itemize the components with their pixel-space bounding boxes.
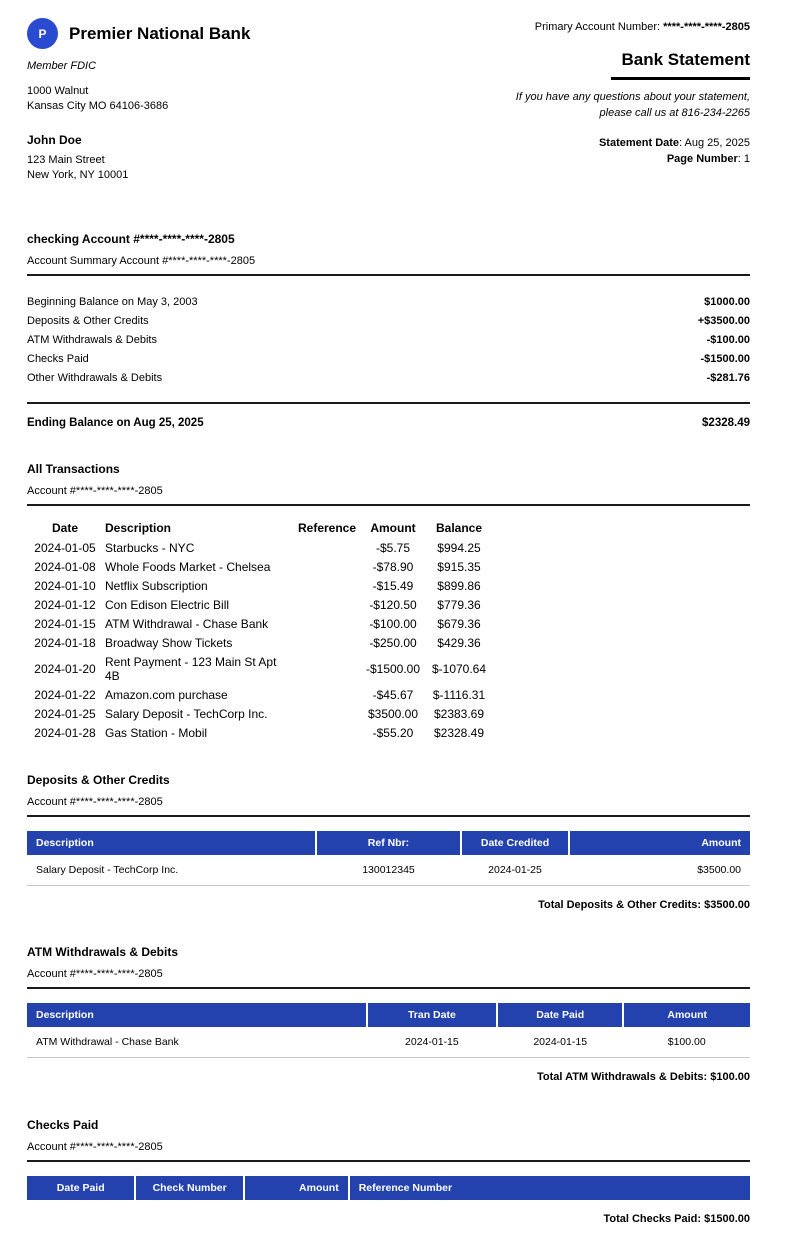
table-header-row: [27, 1003, 750, 1027]
table-row: [27, 368, 750, 387]
questions-line2: please call us at 816-234-2265: [599, 106, 750, 119]
deposits-title: Deposits & Other Credits: [27, 773, 170, 788]
column-header: Tran Date: [367, 1003, 497, 1027]
table-cell: [295, 685, 359, 704]
table-cell: Broadway Show Tickets: [105, 635, 233, 650]
column-header: Amount: [244, 1176, 349, 1200]
member-fdic-label: Member FDIC: [27, 60, 97, 72]
table-row: [27, 652, 491, 685]
table-row: [27, 557, 491, 576]
table-cell: [295, 576, 359, 595]
all-transactions-section: [27, 462, 750, 742]
table-cell: 2024-01-15: [497, 1027, 624, 1058]
table-cell: 2024-01-20: [34, 661, 96, 676]
table-cell: [295, 704, 359, 723]
checks-total: Total Checks Paid: $1500.00: [603, 1213, 750, 1226]
table-row: [27, 292, 750, 311]
table-cell: [295, 614, 359, 633]
column-header: Amount: [623, 1003, 750, 1027]
deposits-section: [27, 773, 750, 911]
table-cell: [295, 652, 359, 685]
table-cell: -$1500.00: [365, 661, 421, 676]
table-cell: Beginning Balance on May 3, 2003: [27, 295, 198, 308]
checks-section: [27, 1118, 750, 1225]
checks-account: Account #****-****-****-2805: [27, 1141, 750, 1162]
table-row: [27, 614, 491, 633]
table-cell: Deposits & Other Credits: [27, 314, 149, 327]
atm-account: Account #****-****-****-2805: [27, 968, 750, 989]
column-header: Balance: [435, 521, 483, 536]
table-cell: [295, 723, 359, 742]
statement-meta: [516, 18, 750, 182]
table-cell: $1000.00: [704, 295, 750, 308]
table-row: [27, 723, 491, 742]
brand-row: [27, 18, 250, 49]
table-row: [27, 1027, 750, 1058]
column-header: Amount: [569, 831, 750, 855]
table-row: [27, 576, 491, 595]
table-row: [27, 349, 750, 368]
table-cell: 2024-01-25: [461, 855, 569, 886]
table-row: [27, 330, 750, 349]
table-cell: 2024-01-08: [34, 559, 96, 574]
table-cell: $2383.69: [433, 706, 485, 721]
table-cell: $100.00: [623, 1027, 750, 1058]
table-cell: 130012345: [316, 855, 461, 886]
table-cell: -$45.67: [372, 687, 414, 702]
ending-balance-label: Ending Balance on Aug 25, 2025: [27, 417, 204, 430]
account-title: checking Account #****-****-****-2805: [27, 232, 235, 247]
table-cell: $429.36: [437, 635, 481, 650]
table-cell: Salary Deposit - TechCorp Inc.: [105, 706, 268, 721]
table-row: [27, 855, 750, 886]
table-cell: $915.35: [437, 559, 481, 574]
table-cell: [295, 557, 359, 576]
table-header-row: [27, 518, 491, 538]
table-row: [27, 633, 491, 652]
table-row: [27, 538, 491, 557]
table-cell: 2024-01-12: [34, 597, 96, 612]
table-cell: -$100.00: [369, 616, 417, 631]
bank-address: [27, 84, 250, 114]
table-cell: ATM Withdrawal - Chase Bank: [27, 1027, 367, 1058]
table-cell: ATM Withdrawal - Chase Bank: [105, 616, 269, 631]
table-header-row: [27, 1176, 750, 1200]
statement-header: [27, 18, 750, 182]
table-cell: Whole Foods Market - Chelsea: [105, 559, 271, 574]
table-cell: ATM Withdrawals & Debits: [27, 333, 157, 346]
table-cell: -$100.00: [706, 333, 750, 346]
statement-date-page: [516, 135, 750, 168]
table-cell: $899.86: [437, 578, 481, 593]
statement-date-value: : Aug 25, 2025: [679, 136, 750, 149]
column-header: Date Credited: [461, 831, 569, 855]
table-cell: 2024-01-15: [34, 616, 96, 631]
table-cell: Gas Station - Mobil: [105, 725, 208, 740]
table-cell: 2024-01-25: [34, 706, 96, 721]
table-cell: $3500.00: [367, 706, 419, 721]
table-row: [27, 685, 491, 704]
table-cell: Salary Deposit - TechCorp Inc.: [27, 855, 316, 886]
column-header: Date Paid: [27, 1176, 135, 1200]
bank-address-line1: 1000 Walnut: [27, 85, 89, 97]
table-cell: 2024-01-15: [367, 1027, 497, 1058]
table-cell: 2024-01-28: [34, 725, 96, 740]
page-number-value: : 1: [737, 153, 750, 166]
atm-section: [27, 945, 750, 1083]
column-header: Amount: [370, 521, 416, 536]
column-header: Reference: [297, 521, 357, 536]
customer-name: John Doe: [27, 132, 82, 147]
column-header: Check Number: [135, 1176, 243, 1200]
column-header: Date Paid: [497, 1003, 624, 1027]
column-header: Description: [105, 521, 172, 536]
table-cell: $3500.00: [569, 855, 750, 886]
primary-account-value: ****-****-****-2805: [663, 21, 750, 33]
account-summary-table: [27, 292, 750, 387]
table-cell: -$15.49: [372, 578, 414, 593]
ending-balance-value: $2328.49: [702, 417, 750, 430]
account-summary-subtitle: Account Summary Account #****-****-****-2805: [27, 255, 750, 276]
bank-name: Premier National Bank: [69, 23, 251, 43]
table-cell: Checks Paid: [27, 352, 89, 365]
deposits-account: Account #****-****-****-2805: [27, 796, 750, 817]
table-cell: -$78.90: [372, 559, 414, 574]
ending-balance-row: [27, 402, 750, 429]
table-cell: Rent Payment - 123 Main St Apt 4B: [105, 654, 277, 683]
table-cell: $2328.49: [433, 725, 485, 740]
table-cell: Other Withdrawals & Debits: [27, 371, 163, 384]
table-cell: Netflix Subscription: [105, 578, 208, 593]
table-cell: [295, 595, 359, 614]
all-transactions-account: Account #****-****-****-2805: [27, 485, 750, 506]
table-cell: +$3500.00: [697, 314, 750, 327]
customer-address-line2: New York, NY 10001: [27, 168, 129, 181]
table-cell: $-1070.64: [431, 661, 487, 676]
bank-address-line2: Kansas City MO 64106-3686: [27, 99, 169, 112]
transactions-table: [27, 518, 491, 742]
questions-line1: If you have any questions about your statement,: [515, 91, 750, 103]
table-cell: $-1116.31: [432, 687, 486, 702]
page-title: Bank Statement: [621, 50, 750, 69]
column-header: Reference Number: [349, 1176, 750, 1200]
table-cell: -$1500.00: [700, 352, 750, 365]
checks-title: Checks Paid: [27, 1118, 99, 1133]
table-row: [27, 311, 750, 330]
column-header: Date: [51, 521, 78, 536]
column-header: Ref Nbr:: [316, 831, 461, 855]
table-cell: -$55.20: [372, 725, 414, 740]
statement-date-label: Statement Date: [598, 136, 680, 149]
deposits-table: [27, 831, 750, 886]
table-cell: $679.36: [437, 616, 481, 631]
deposits-total: Total Deposits & Other Credits: $3500.00: [538, 899, 750, 912]
table-header-row: [27, 831, 750, 855]
statement-date: [516, 135, 750, 152]
customer-address-line1: 123 Main Street: [27, 153, 105, 166]
account-summary-section: [27, 232, 750, 429]
table-cell: [295, 633, 359, 652]
all-transactions-title: All Transactions: [27, 462, 120, 477]
questions-note: [516, 90, 750, 122]
page-number: [516, 151, 750, 168]
page-number-label: Page Number: [666, 153, 738, 166]
primary-account-label: Primary Account Number:: [534, 21, 664, 33]
atm-title: ATM Withdrawals & Debits: [27, 945, 179, 960]
table-cell: -$281.76: [706, 371, 750, 384]
table-cell: 2024-01-10: [34, 578, 96, 593]
title-underline: [611, 77, 750, 80]
table-cell: Amazon.com purchase: [105, 687, 228, 702]
atm-table: [27, 1003, 750, 1058]
table-cell: [295, 538, 359, 557]
checks-table: [27, 1176, 750, 1200]
table-cell: 2024-01-05: [34, 540, 96, 555]
atm-total: Total ATM Withdrawals & Debits: $100.00: [536, 1071, 750, 1084]
table-cell: 2024-01-18: [34, 635, 96, 650]
table-cell: -$250.00: [369, 635, 417, 650]
table-cell: -$5.75: [375, 540, 411, 555]
table-cell: Con Edison Electric Bill: [105, 597, 230, 612]
bank-logo-icon: P: [27, 18, 58, 49]
column-header: Description: [27, 1003, 367, 1027]
column-header: Description: [27, 831, 316, 855]
table-cell: $994.25: [437, 540, 481, 555]
table-row: [27, 704, 491, 723]
bank-info: [27, 18, 250, 182]
table-cell: Starbucks - NYC: [105, 540, 195, 555]
table-cell: -$120.50: [369, 597, 417, 612]
table-cell: $779.36: [437, 597, 481, 612]
primary-account-number: [516, 21, 750, 33]
table-row: [27, 595, 491, 614]
table-cell: 2024-01-22: [34, 687, 96, 702]
customer-address: [27, 153, 250, 183]
